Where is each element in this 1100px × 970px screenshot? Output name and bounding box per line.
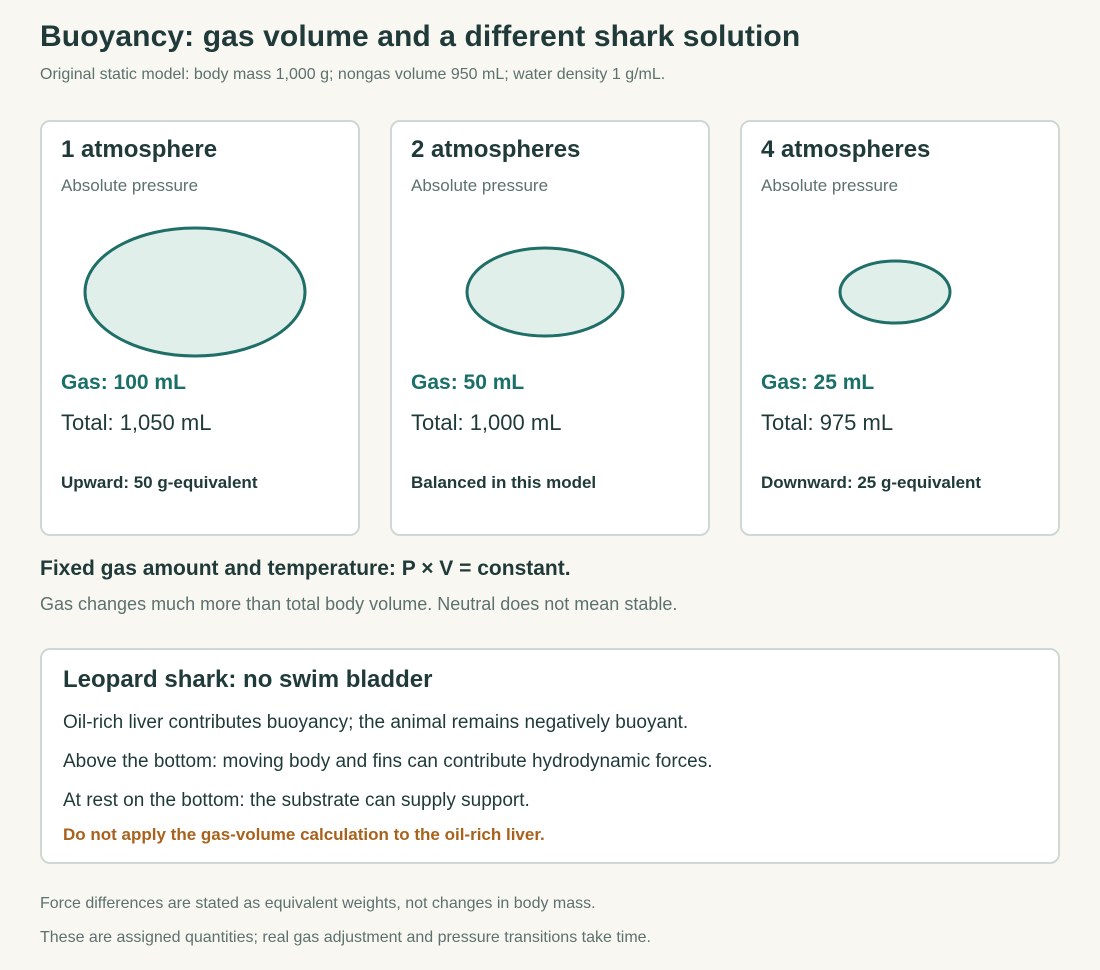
shark-point: Above the bottom: moving body and fins can contribute hydrodynamic forces.: [63, 751, 713, 772]
pressure-card-2-atm: [390, 120, 710, 536]
footnote: Force differences are stated as equivalent weights, not changes in body mass.: [40, 895, 596, 912]
gas-bubble-figure: [392, 212, 708, 372]
gas-bubble: [467, 248, 623, 336]
gas-volume-label: Gas: 100 mL: [61, 371, 186, 394]
card-title: 2 atmospheres: [411, 136, 581, 163]
boyle-law-note: Gas changes much more than total body volume. Neutral does not mean stable.: [40, 594, 678, 614]
gas-bubble-figure: [742, 212, 1058, 372]
total-volume-label: Total: 1,050 mL: [61, 410, 212, 435]
net-force-label: Upward: 50 g-equivalent: [61, 473, 258, 492]
boyle-law-heading: Fixed gas amount and temperature: P × V = constant.: [40, 557, 571, 580]
page-title: Buoyancy: gas volume and a different shark solution: [40, 20, 801, 53]
shark-panel: [40, 648, 1060, 864]
card-subtitle: Absolute pressure: [61, 176, 199, 195]
net-force-label: Downward: 25 g-equivalent: [761, 473, 982, 492]
card-title: 4 atmospheres: [761, 136, 931, 163]
card-subtitle: Absolute pressure: [411, 176, 549, 195]
total-volume-label: Total: 975 mL: [761, 410, 894, 435]
card-subtitle: Absolute pressure: [761, 176, 899, 195]
gas-bubble: [85, 228, 305, 356]
page-subtitle: Original static model: body mass 1,000 g; nongas volume 950 mL; water density 1 g/mL.: [40, 66, 666, 83]
pressure-cards: [40, 120, 1060, 536]
gas-volume-label: Gas: 50 mL: [411, 371, 525, 394]
pressure-card-1-atm: [40, 120, 360, 536]
shark-warning: Do not apply the gas-volume calculation to the oil-rich liver.: [63, 825, 545, 844]
shark-point: Oil-rich liver contributes buoyancy; the animal remains negatively buoyant.: [63, 712, 689, 733]
shark-panel-title: Leopard shark: no swim bladder: [63, 666, 433, 693]
footnote: These are assigned quantities; real gas adjustment and pressure transitions take time.: [40, 929, 651, 946]
shark-point: At rest on the bottom: the substrate can supply support.: [63, 790, 530, 811]
gas-bubble: [840, 261, 950, 323]
total-volume-label: Total: 1,000 mL: [411, 410, 562, 435]
pressure-card-4-atm: [740, 120, 1060, 536]
net-force-label: Balanced in this model: [411, 473, 597, 492]
gas-volume-label: Gas: 25 mL: [761, 371, 875, 394]
card-title: 1 atmosphere: [61, 136, 218, 163]
gas-bubble-figure: [42, 212, 358, 372]
